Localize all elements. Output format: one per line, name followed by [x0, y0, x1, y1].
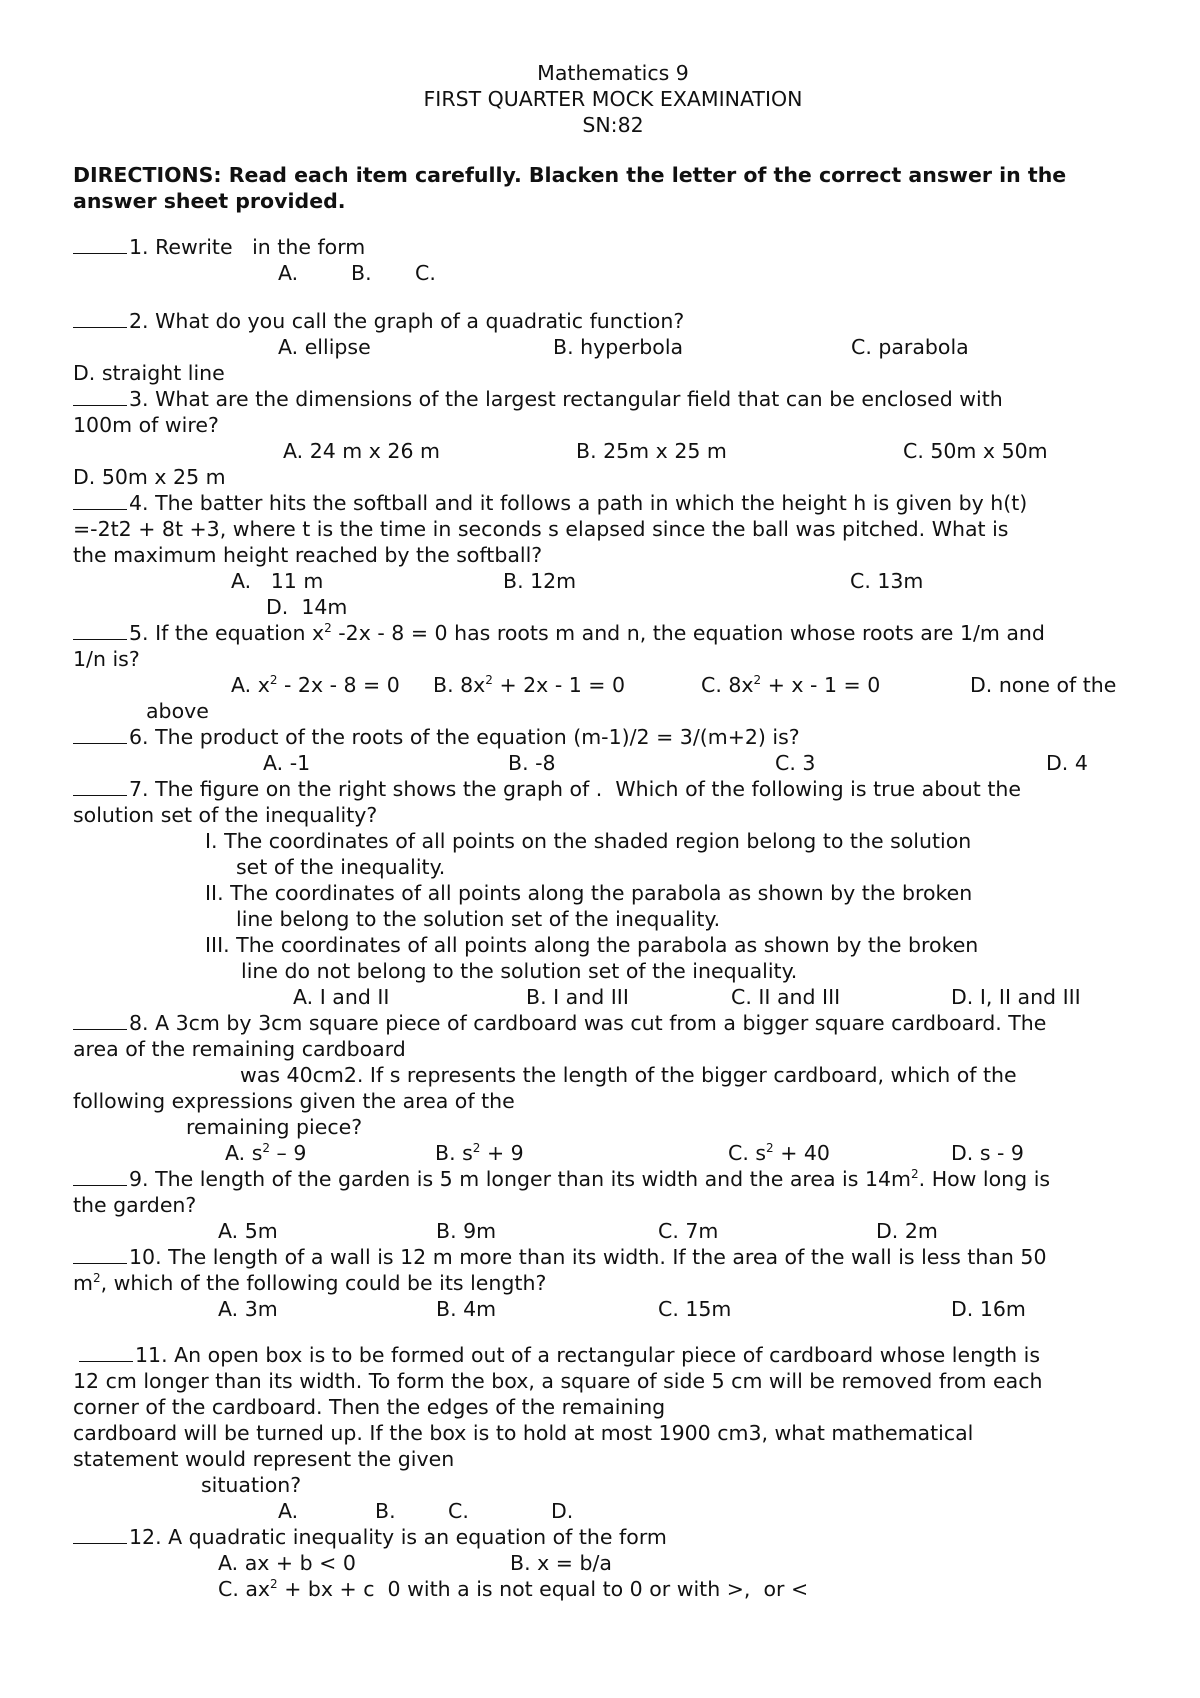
q7-choices: [73, 984, 1153, 1010]
choice-a: A. 5m: [218, 1219, 278, 1243]
choice-a: A. I and II: [293, 985, 390, 1009]
statement-i-cont: set of the inequality.: [236, 855, 446, 879]
question-12: [73, 1524, 1153, 1550]
exam-header: [73, 60, 1153, 138]
answer-blank: [73, 1245, 127, 1264]
question-text: 11. An open box is to be formed out of a rectangular piece of cardboard whose length is: [135, 1343, 1041, 1367]
choice-c: C.: [448, 1499, 469, 1523]
choice-c: C. parabola: [851, 335, 969, 359]
question-text: 5. If the equation x: [129, 621, 325, 645]
choice-c: C. 50m x 50m: [903, 439, 1048, 463]
answer-blank: [73, 235, 127, 254]
question-text-cont: $m^2$, which of the following could be its length?: [73, 1271, 547, 1295]
question-3: [73, 386, 1153, 412]
choice-b: B. 25m x 25 m: [576, 439, 727, 463]
question-text: 3. What are the dimensions of the largest rectangular field that can be enclosed with: [129, 387, 1003, 411]
q12-choice-c-line: [73, 1576, 1153, 1602]
choice-b: B. 12m: [503, 569, 577, 593]
choice-b: B. 9m: [436, 1219, 497, 1243]
question-text: 10. The length of a wall is 12 m more than its width. If the area of the wall is less than 50: [129, 1245, 1047, 1269]
question-text-cont: 100m of wire?: [73, 413, 219, 437]
question-9: 9. The length of the garden is 5 m longer than its width and the area is $14m^2$. How long is: [73, 1166, 1153, 1192]
exam-page: [73, 60, 1153, 1602]
question-text-cont: statement would represent the given: [73, 1447, 455, 1471]
serial-number: SN:82: [582, 113, 644, 137]
choice-d: D. 2m: [876, 1219, 938, 1243]
choice-d: D. none of the: [970, 673, 1117, 697]
choice-b: B. hyperbola: [553, 335, 684, 359]
question-5: [73, 620, 1153, 646]
choice-c: C. $ax^2$ + bx + c 0 with a is not equal to 0 or with >, or <: [218, 1577, 809, 1601]
choice-b: B.: [351, 261, 372, 285]
choice-a: A. 11 m: [231, 569, 324, 593]
choice-b: B.: [375, 1499, 396, 1523]
choice-d: D. 50m x 25 m: [73, 465, 226, 489]
choice-c: C. 3: [775, 751, 816, 775]
q2-choices: [73, 334, 1153, 360]
question-1: [73, 234, 1153, 260]
answer-blank: [73, 1011, 127, 1030]
choice-c: C. II and III: [731, 985, 841, 1009]
answer-blank: [73, 1525, 127, 1544]
choice-c: C. $s^2 + 40$: [728, 1141, 830, 1165]
question-text-cont: remaining piece?: [186, 1115, 363, 1139]
question-text-cont: the garden?: [73, 1193, 197, 1217]
question-text-cont: =-2t2 + 8t +3, where t is the time in seconds s elapsed since the ball was pitched. What is: [73, 517, 1009, 541]
question-text-cont: solution set of the inequality?: [73, 803, 378, 827]
q1-choices: [73, 260, 1153, 286]
answer-blank: [73, 621, 127, 640]
question-text: 1. Rewrite in the form: [129, 235, 366, 259]
q5-choice-d-cont: [73, 698, 1153, 724]
question-text: -2x - 8 = 0 has roots m and n, the equation whose roots are 1/m and: [331, 621, 1045, 645]
q8-choices: [73, 1140, 1153, 1166]
answer-blank: [73, 387, 127, 406]
choice-b: B. I and III: [526, 985, 629, 1009]
statement-iii-cont: line do not belong to the solution set of the inequality.: [241, 959, 798, 983]
subject-title: Mathematics 9: [537, 61, 689, 85]
choice-a: A.: [278, 261, 299, 285]
choice-c: C. $8x^2 + x - 1 = 0$: [701, 673, 881, 697]
q9-choices: [73, 1218, 1153, 1244]
question-6: [73, 724, 1153, 750]
choice-a: A. -1: [263, 751, 311, 775]
question-text-cont: corner of the cardboard. Then the edges of the remaining: [73, 1395, 666, 1419]
answer-blank: [73, 725, 127, 744]
q12-choices: [73, 1550, 1153, 1576]
question-10: [73, 1244, 1153, 1270]
directions: DIRECTIONS: Read each item carefully. Blacken the letter of the correct answer in the answer sheet provided.: [73, 163, 1067, 213]
choice-a: A. 3m: [218, 1297, 278, 1321]
exam-title: FIRST QUARTER MOCK EXAMINATION: [423, 87, 803, 111]
choice-d: D. 14m: [266, 595, 348, 619]
question-4: [73, 490, 1153, 516]
question-text-cont: following expressions given the area of the: [73, 1089, 515, 1113]
choice-a: A. ellipse: [278, 335, 371, 359]
choice-a: A. $x^2 - 2x - 8 = 0$: [231, 673, 400, 697]
question-8: [73, 1010, 1153, 1036]
choice-d: D.: [551, 1499, 574, 1523]
question-text: 9. The length of the garden is 5 m longer than its width and the area is 14m: [129, 1167, 912, 1191]
q3-choices: [73, 438, 1153, 464]
question-11: [73, 1342, 1153, 1368]
choice-d-cont: above: [146, 699, 209, 723]
q10-choices: [73, 1296, 1153, 1322]
q6-choices: [73, 750, 1153, 776]
statement-i: I. The coordinates of all points on the shaded region belong to the solution: [205, 829, 972, 853]
choice-d: D. 4: [1046, 751, 1088, 775]
choice-b: B. 4m: [436, 1297, 497, 1321]
choice-c: C. 13m: [850, 569, 924, 593]
q4-choices: [73, 568, 1153, 594]
choice-d: D. 16m: [951, 1297, 1026, 1321]
question-text: . How long is: [918, 1167, 1051, 1191]
question-text-cont: 12 cm longer than its width. To form the box, a square of side 5 cm will be removed from each: [73, 1369, 1043, 1393]
choice-b: B. -8: [508, 751, 556, 775]
statement-ii: II. The coordinates of all points along the parabola as shown by the broken: [205, 881, 973, 905]
choice-a: A. 24 m x 26 m: [283, 439, 441, 463]
question-text: 8. A 3cm by 3cm square piece of cardboard was cut from a bigger square cardboard. The: [129, 1011, 1047, 1035]
question-text-cont: was 40cm2. If s represents the length of the bigger cardboard, which of the: [240, 1063, 1017, 1087]
question-2: [73, 308, 1153, 334]
answer-blank: [73, 309, 127, 328]
q5-choices: [73, 672, 1153, 698]
choice-b: B. $s^2 + 9$: [435, 1141, 524, 1165]
choice-b: B. $8x^2 + 2x - 1 = 0$: [433, 673, 626, 697]
question-text-cont: the maximum height reached by the softball?: [73, 543, 543, 567]
statement-iii: III. The coordinates of all points along the parabola as shown by the broken: [205, 933, 979, 957]
question-text: 6. The product of the roots of the equation (m-1)/2 = 3/(m+2) is?: [129, 725, 800, 749]
choice-b: B. x = b/a: [510, 1551, 612, 1575]
question-text: 12. A quadratic inequality is an equation of the form: [129, 1525, 667, 1549]
choice-c: C.: [415, 261, 436, 285]
question-text-cont: situation?: [201, 1473, 302, 1497]
choice-d: D. I, II and III: [951, 985, 1081, 1009]
question-text: 7. The figure on the right shows the graph of . Which of the following is true about the: [129, 777, 1021, 801]
statement-ii-cont: line belong to the solution set of the inequality.: [236, 907, 721, 931]
question-text-cont: 1/n is?: [73, 647, 140, 671]
choice-d: D. straight line: [73, 361, 225, 385]
question-text: 2. What do you call the graph of a quadratic function?: [129, 309, 685, 333]
answer-blank: [73, 1167, 127, 1186]
answer-blank: [73, 491, 127, 510]
question-text-cont: cardboard will be turned up. If the box is to hold at most 1900 cm3, what mathematical: [73, 1421, 974, 1445]
q11-choices: [73, 1498, 1153, 1524]
choice-c: C. 15m: [658, 1297, 732, 1321]
answer-blank: [73, 777, 127, 796]
q4-choice-d-line: [73, 594, 1153, 620]
answer-blank: [79, 1343, 133, 1362]
choice-c: C. 7m: [658, 1219, 719, 1243]
choice-d: D. s - 9: [951, 1141, 1024, 1165]
choice-a: A.: [278, 1499, 299, 1523]
superscript: 2: [324, 621, 332, 635]
question-text-cont: area of the remaining cardboard: [73, 1037, 406, 1061]
question-text: 4. The batter hits the softball and it follows a path in which the height h is given by h(t): [129, 491, 1028, 515]
choice-a: A. ax + b < 0: [218, 1551, 356, 1575]
choice-a: A. $s^2 - 9$: [225, 1141, 307, 1165]
question-7: [73, 776, 1153, 802]
